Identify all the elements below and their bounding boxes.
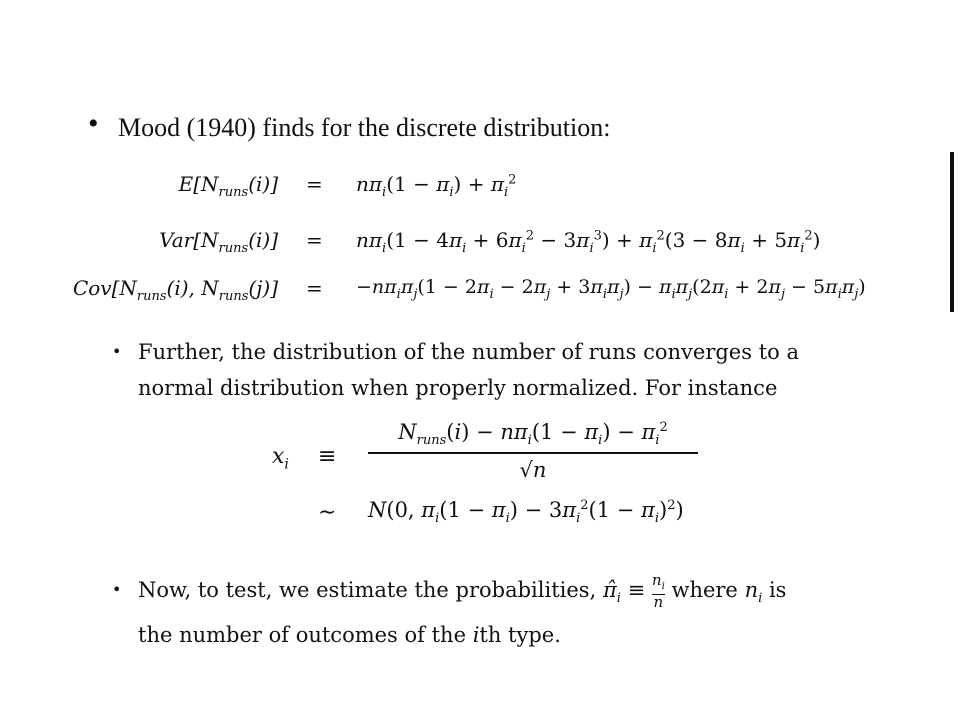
covariance-rhs: $-n\pi_i\pi_j(1 - 2\pi_i - 2\pi_j + 3\pi_i\pi_j) - \pi_i\pi_j(2\pi_i + 2\pi_j - 5\pi_i\pi_j)$	[356, 276, 866, 302]
main-bullet-icon: •	[88, 107, 99, 140]
normalized-variable: $x_i$	[272, 444, 289, 473]
bullet-icon: •	[112, 342, 122, 361]
paragraph-line	[138, 572, 898, 617]
text-span: where	[671, 578, 738, 602]
paragraph-convergence	[112, 334, 912, 414]
text-span: is	[768, 578, 787, 602]
text-var: $n_i$	[744, 578, 763, 607]
paragraph-convergence-text	[138, 334, 898, 406]
bullet-icon: •	[112, 580, 122, 599]
paragraph-estimation	[112, 572, 912, 652]
variance-rhs: $n\pi_i(1 - 4\pi_i + 6\pi_i^2 - 3\pi_i^3) + \pi_i^2(3 - 8\pi_i + 5\pi_i^2)$	[356, 228, 821, 256]
paragraph-line: Further, the distribution of the number of runs converges to a	[138, 340, 799, 364]
equals-sign: =	[306, 276, 323, 300]
equals-sign: =	[306, 172, 323, 196]
normalization-fraction	[368, 420, 698, 482]
text-var: i	[472, 623, 480, 648]
text-span: the number of outcomes of the	[138, 623, 466, 648]
expectation-lhs: $E[N_{runs}(i)]$	[178, 172, 278, 200]
equiv-sign: ≡	[318, 444, 337, 469]
slide-heading: Mood (1940) finds for the discrete distribution:	[118, 113, 611, 142]
text-span: Now, to test, we estimate the probabilities,	[138, 578, 597, 602]
paragraph-line: normal distribution when properly normalized. For instance	[138, 376, 778, 400]
covariance-lhs: $Cov[N_{runs}(i)$, $N_{runs}(j)$]	[72, 276, 278, 304]
text-span: th type.	[479, 623, 561, 648]
paragraph-estimation-text	[138, 572, 898, 653]
estimator-formula: $\pî_i$ ≡ $\frac{n_i}{n}$	[602, 571, 665, 611]
fraction-denominator: √n	[519, 458, 547, 483]
sim-sign: ∼	[318, 500, 337, 525]
variance-lhs: $Var[N_{runs}(i)]$	[159, 228, 278, 256]
paragraph-line	[138, 617, 898, 653]
equals-sign: =	[306, 228, 323, 252]
expectation-rhs: $n\pi_i(1 - \pi_i) + \pi_i^2$	[356, 172, 517, 200]
limit-distribution: N(0, $\pi_i(1 - \pi_i) - 3\pi_i^2(1 - \pi_i)^2$)	[368, 498, 684, 527]
vertical-rule	[950, 152, 954, 312]
fraction-numerator: $N_{runs}(i) - n\pi_i(1 - \pi_i) - \pi_i^2$	[398, 420, 668, 449]
